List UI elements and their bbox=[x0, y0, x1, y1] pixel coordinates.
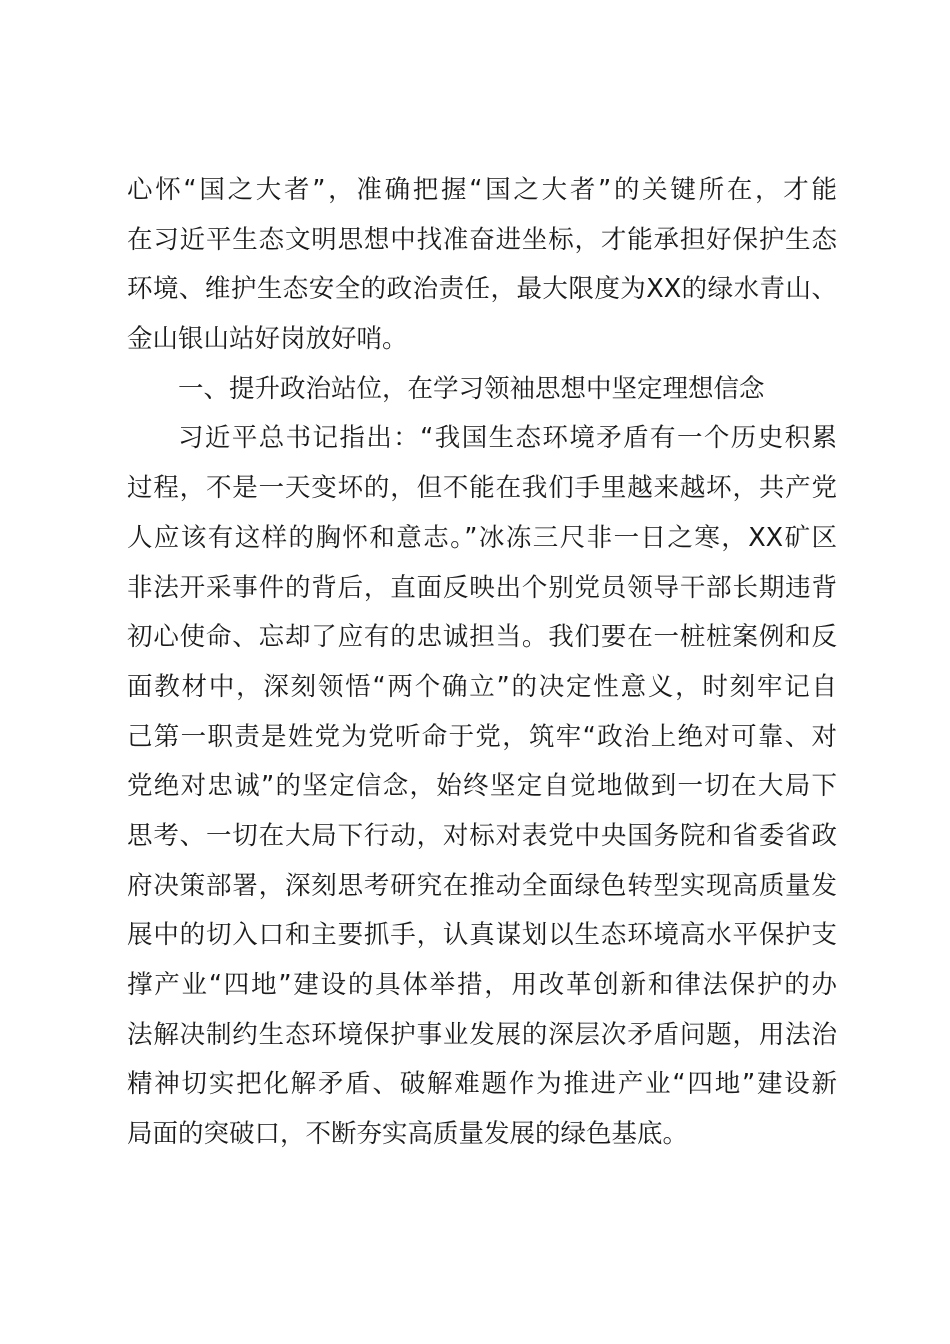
paragraph-2-line: 展中的切入口和主要抓手，认真谋划以生态环境高水平保护支 bbox=[127, 920, 837, 951]
paragraph-1-line: 心怀“国之大者”，准确把握“国之大者”的关键所在，才能 bbox=[127, 175, 837, 205]
paragraph-1-line: 在习近平生态文明思想中找准奋进坐标，才能承担好保护生态 bbox=[127, 224, 837, 255]
paragraph-1-line: 环境、维护生态安全的政治责任，最大限度为XX的绿水青山、 bbox=[127, 274, 837, 305]
paragraph-2-line: 非法开采事件的背后，直面反映出个别党员领导干部长期违背 bbox=[127, 572, 837, 603]
paragraph-2-line: 局面的突破口，不断夯实高质量发展的绿色基底。 bbox=[127, 1119, 689, 1150]
paragraph-2-line: 初心使命、忘却了应有的忠诚担当。我们要在一桩桩案例和反 bbox=[127, 622, 837, 653]
paragraph-2 bbox=[127, 414, 837, 1159]
paragraph-2-line: 人应该有这样的胸怀和意志。”冰冻三尺非一日之寒，XX矿区 bbox=[127, 522, 837, 553]
paragraph-2-line: 思考、一切在大局下行动，对标对表党中央国务院和省委省政 bbox=[127, 820, 837, 851]
section-heading: 一、提升政治站位，在学习领袖思想中坚定理想信念 bbox=[178, 373, 765, 404]
paragraph-2-line: 党绝对忠诚”的坚定信念，始终坚定自觉地做到一切在大局下 bbox=[127, 771, 837, 802]
paragraph-2-line: 法解决制约生态环境保护事业发展的深层次矛盾问题，用法治 bbox=[127, 1019, 837, 1050]
paragraph-2-line: 过程，不是一天变坏的，但不能在我们手里越来越坏，共产党 bbox=[127, 473, 837, 504]
document-body bbox=[127, 166, 837, 1160]
paragraph-2-line: 己第一职责是姓党为党听命于党，筑牢“政治上绝对可靠、对 bbox=[127, 721, 837, 752]
paragraph-2-line: 面教材中，深刻领悟“两个确立”的决定性意义，时刻牢记自 bbox=[127, 671, 837, 702]
paragraph-2-line: 撑产业“四地”建设的具体举措，用改革创新和律法保护的办 bbox=[127, 970, 837, 1000]
paragraph-2-line: 精神切实把化解矛盾、破解难题作为推进产业“四地”建设新 bbox=[127, 1069, 837, 1100]
paragraph-2-line: 府决策部署，深刻思考研究在推动全面绿色转型实现高质量发 bbox=[127, 870, 837, 901]
paragraph-1-line: 金山银山站好岗放好哨。 bbox=[127, 324, 408, 355]
paragraph-2-line: 习近平总书记指出：“我国生态环境矛盾有一个历史积累 bbox=[178, 423, 837, 454]
paragraph-1 bbox=[127, 166, 837, 365]
